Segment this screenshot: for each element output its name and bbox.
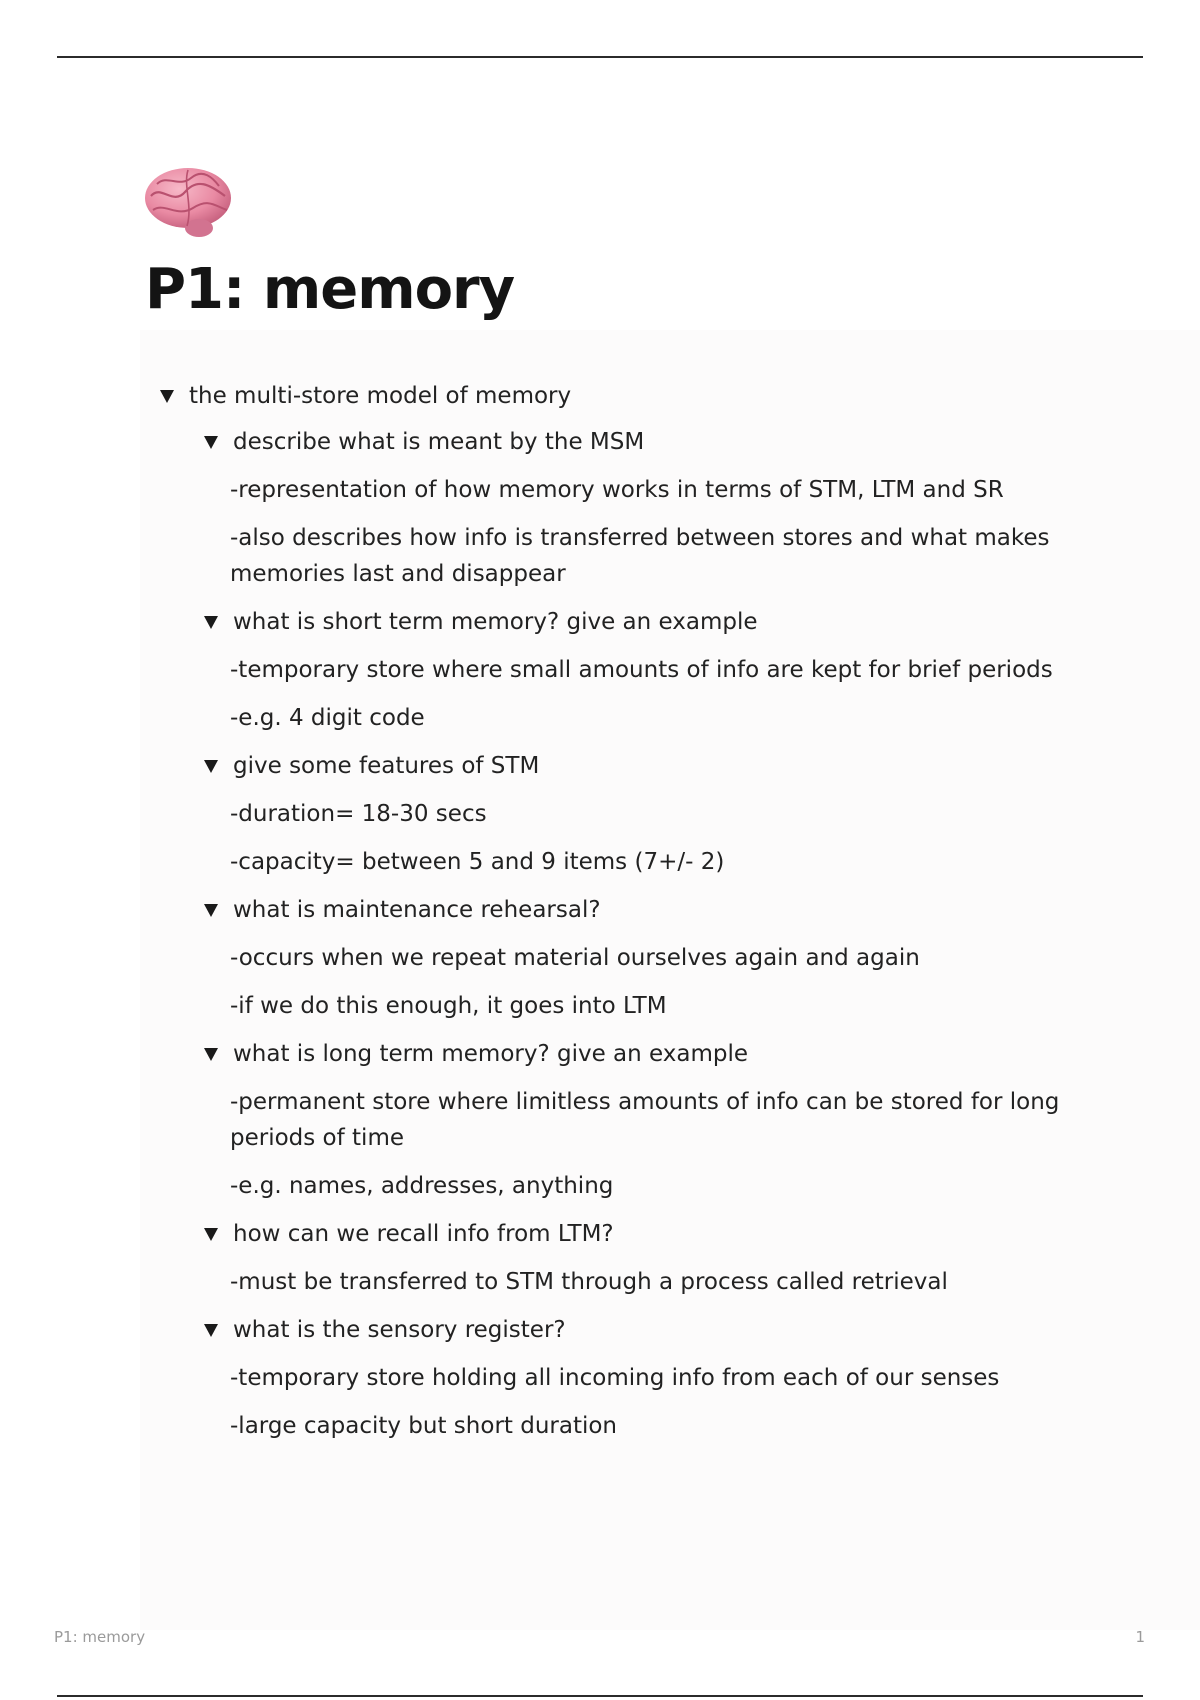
answer-text: -must be transferred to STM through a process called retrieval: [230, 1269, 948, 1295]
answer-text: -duration= 18-30 secs: [230, 801, 487, 827]
triangle-down-icon[interactable]: [204, 1324, 218, 1337]
sub-toggle: [204, 748, 1100, 880]
answers: [230, 1360, 1100, 1444]
triangle-down-icon[interactable]: [204, 616, 218, 629]
sub-toggle: [204, 892, 1100, 1024]
triangle-down-icon[interactable]: [204, 1048, 218, 1061]
answers: [230, 1264, 1100, 1300]
toggle-children: [204, 424, 1100, 1444]
sub-toggle-header[interactable]: [204, 748, 1100, 784]
toggle-heading-text: the multi-store model of memory: [189, 383, 572, 409]
sub-toggle-header[interactable]: [204, 892, 1100, 928]
sub-toggle-header[interactable]: [204, 1036, 1100, 1072]
answer-text: -temporary store where small amounts of info are kept for brief periods: [230, 657, 1053, 683]
sub-toggle: [204, 1216, 1100, 1300]
answer-text: -temporary store holding all incoming info from each of our senses: [230, 1365, 1000, 1391]
triangle-down-icon[interactable]: [160, 390, 174, 403]
page-title: P1: memory: [145, 257, 515, 322]
answers: [230, 652, 1100, 736]
answers: [230, 796, 1100, 880]
sub-toggle: [204, 1036, 1100, 1204]
question-text: what is short term memory? give an example: [233, 609, 758, 635]
sub-toggle-header[interactable]: [204, 1312, 1100, 1348]
answer-text: -if we do this enough, it goes into LTM: [230, 993, 667, 1019]
question-text: how can we recall info from LTM?: [233, 1221, 614, 1247]
sub-toggle-header[interactable]: [204, 604, 1100, 640]
question-text: what is maintenance rehearsal?: [233, 897, 601, 923]
answer-text: -e.g. 4 digit code: [230, 705, 425, 731]
brain-icon: [143, 166, 233, 240]
triangle-down-icon[interactable]: [204, 904, 218, 917]
question-text: describe what is meant by the MSM: [233, 429, 645, 455]
top-rule: [57, 56, 1143, 58]
question-text: what is the sensory register?: [233, 1317, 566, 1343]
answer-text: -representation of how memory works in terms of STM, LTM and SR: [230, 477, 1004, 503]
bottom-rule: [57, 1695, 1143, 1697]
sub-toggle-header[interactable]: [204, 424, 1100, 460]
answer-text: -occurs when we repeat material ourselves again and again: [230, 945, 920, 971]
sub-toggle: [204, 424, 1100, 592]
triangle-down-icon[interactable]: [204, 760, 218, 773]
footer-title: P1: memory: [54, 1628, 146, 1646]
question-text: what is long term memory? give an example: [233, 1041, 749, 1067]
sub-toggle: [204, 604, 1100, 736]
answer-text: -permanent store where limitless amounts of info can be stored for long periods of time: [230, 1089, 1060, 1151]
toggle-multi-store-model: [160, 378, 1100, 1444]
answer-text: -e.g. names, addresses, anything: [230, 1173, 614, 1199]
answers: [230, 1084, 1100, 1204]
sub-toggle-header[interactable]: [204, 1216, 1100, 1252]
answers: [230, 472, 1100, 592]
answer-text: -capacity= between 5 and 9 items (7+/- 2): [230, 849, 725, 875]
answer-text: -large capacity but short duration: [230, 1413, 618, 1439]
toggle-header[interactable]: [160, 378, 1100, 414]
triangle-down-icon[interactable]: [204, 436, 218, 449]
answer-text: -also describes how info is transferred between stores and what makes memories last and disappear: [230, 525, 1050, 587]
triangle-down-icon[interactable]: [204, 1228, 218, 1241]
answers: [230, 940, 1100, 1024]
sub-toggle: [204, 1312, 1100, 1444]
footer-page-number: 1: [1135, 1628, 1145, 1646]
question-text: give some features of STM: [233, 753, 540, 779]
